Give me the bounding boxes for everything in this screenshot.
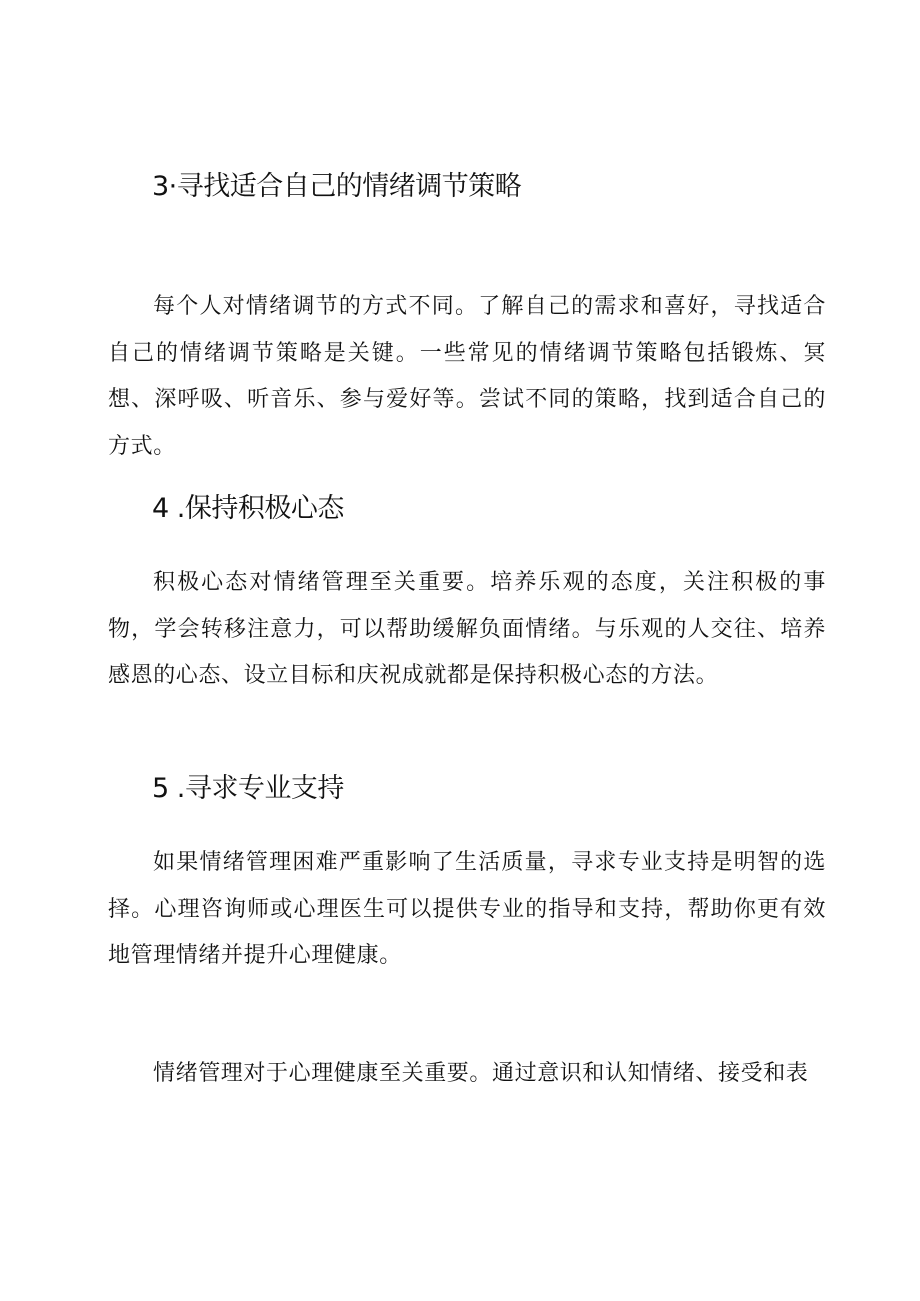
section-paragraph-4: 积极心态对情绪管理至关重要。培养乐观的态度，关注积极的事物，学会转移注意力，可以帮助缓解负面情绪。与乐观的人交往、培养感恩的心态、设立目标和庆祝成就都是保持积极心态的方法。 <box>108 570 826 688</box>
conclusion-paragraph: 情绪管理对于心理健康至关重要。通过意识和认知情绪、接受和表 <box>153 1061 809 1086</box>
section-paragraph-5: 如果情绪管理困难严重影响了生活质量，寻求专业支持是明智的选择。心理咨询师或心理医生可以提供专业的指导和支持，帮助你更有效地管理情绪并提升心理健康。 <box>108 850 826 968</box>
section-paragraph-3: 每个人对情绪调节的方式不同。了解自己的需求和喜好，寻找适合自己的情绪调节策略是关键。一些常见的情绪调节策略包括锻炼、冥想、深呼吸、听音乐、参与爱好等。尝试不同的策略，找到适合自己的方式。 <box>108 294 826 459</box>
section-heading-4: 4 .保持积极心态 <box>152 493 344 524</box>
section-heading-5: 5 .寻求专业支持 <box>152 773 344 804</box>
section-heading-3: 3·寻找适合自己的情绪调节策略 <box>152 171 522 202</box>
